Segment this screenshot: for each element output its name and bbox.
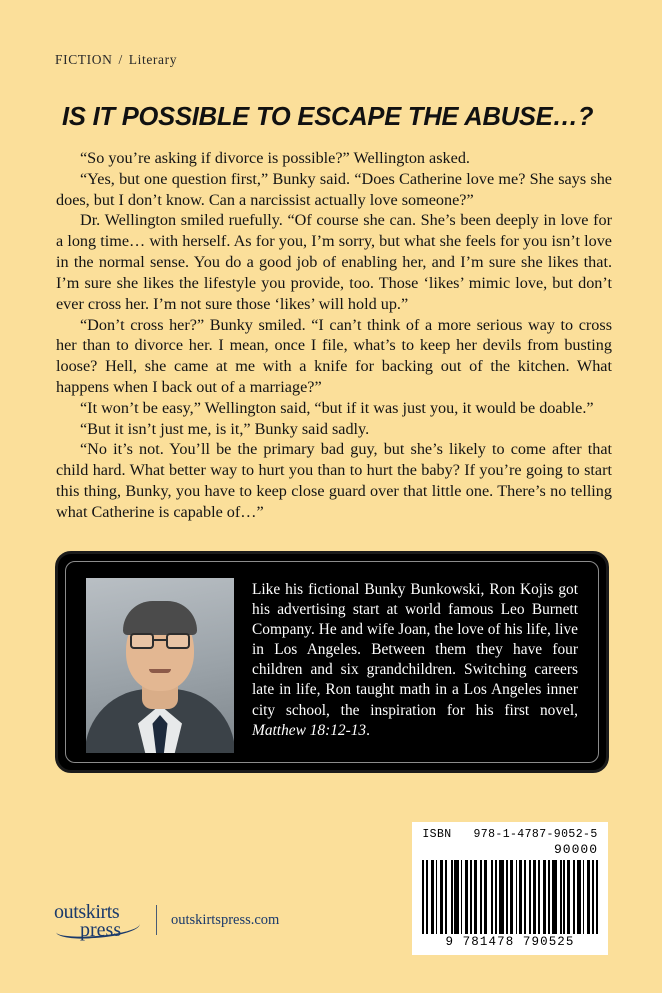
- barcode-block: [412, 822, 608, 955]
- genre-classification: [55, 52, 177, 68]
- blurb-paragraph: “No it’s not. You’ll be the primary bad guy, but she’s likely to come after that child hard. What better way to hurt you than to hurt the baby? If you’re going to start this thing, Bunky, you have to keep close guard over that little one. There’s no telling what Catherine is capable of…”: [56, 440, 612, 521]
- glasses-left-lens: [130, 633, 154, 649]
- blurb-paragraph: Dr. Wellington smiled ruefully. “Of course she can. She’s been deeply in love for a long time… with herself. As for you, I’m sorry, but what she feels for you isn’t love in the normal sense. You do a good job of enabling her, and I’m sure she likes that. I’m sure she likes the lifestyle you provide, too. Those ‘likes’ mimic love, but don’t ever cross her. I’m not sure those ‘likes’ will hold up.”: [56, 211, 612, 313]
- author-bio-box: [55, 551, 609, 773]
- barcode-digits: 9 781478 790525: [445, 935, 575, 949]
- genre-category: FICTION: [55, 52, 113, 67]
- glasses-right-lens: [166, 633, 190, 649]
- outskirts-press-logo: [54, 898, 142, 942]
- genre-separator: /: [118, 52, 123, 67]
- publisher-divider: [156, 905, 157, 935]
- blurb-paragraph: “Yes, but one question first,” Bunky said. “Does Catherine love me? She says she does, but I don’t know. Can a narcissist actually love someone?”: [56, 169, 612, 209]
- publisher-name-line2: press: [80, 919, 122, 941]
- author-portrait-photo: [86, 578, 234, 753]
- portrait-glasses-icon: [130, 633, 190, 649]
- blurb-text: [56, 148, 612, 523]
- barcode-bars: [422, 860, 598, 934]
- author-bio-part2: .: [366, 721, 370, 739]
- barcode-bar: [596, 860, 598, 934]
- blurb-paragraph: “Don’t cross her?” Bunky smiled. “I can’t think of a more serious way to cross her than to divorce her. I mean, once I file, what’s to keep her devils from busting loose? Hell, she came at me with a knife for backing out of the kitchen. What happens when I back out of a marriage?”: [56, 315, 612, 396]
- cover-headline: IS IT POSSIBLE TO ESCAPE THE ABUSE…?: [62, 103, 594, 131]
- author-bio-book-title: Matthew 18:12-13: [252, 721, 367, 739]
- isbn-supplement: 90000: [553, 842, 598, 857]
- blurb-paragraph: “It won’t be easy,” Wellington said, “but if it was just you, it would be doable.”: [80, 398, 594, 417]
- publisher-url: outskirtspress.com: [171, 911, 280, 928]
- isbn-number: 978-1-4787-9052-5: [473, 828, 598, 841]
- publisher-name-line1: outskirts: [54, 901, 120, 923]
- portrait-mouth: [149, 669, 171, 673]
- glasses-bridge: [154, 639, 166, 641]
- author-bio-part1: Like his fictional Bunky Bunkowski, Ron Kojis got his advertising start at world famous Leo Burnett Company. He and wife Joan, the love of his life, live in Los Angeles. Between them they have four children and six grandchildren. Switching careers late in life, Ron taught math in a Los Angeles inner city school, the inspiration for his first novel,: [252, 581, 578, 719]
- genre-subcategory: Literary: [128, 52, 178, 67]
- blurb-paragraph: “But it isn’t just me, is it,” Bunky said sadly.: [80, 419, 370, 438]
- isbn-label: ISBN: [422, 828, 452, 841]
- author-bio-text: [252, 578, 578, 753]
- blurb-paragraph: “So you’re asking if divorce is possible?” Wellington asked.: [80, 149, 470, 167]
- isbn-line: [420, 828, 600, 841]
- publisher-block: [54, 898, 279, 942]
